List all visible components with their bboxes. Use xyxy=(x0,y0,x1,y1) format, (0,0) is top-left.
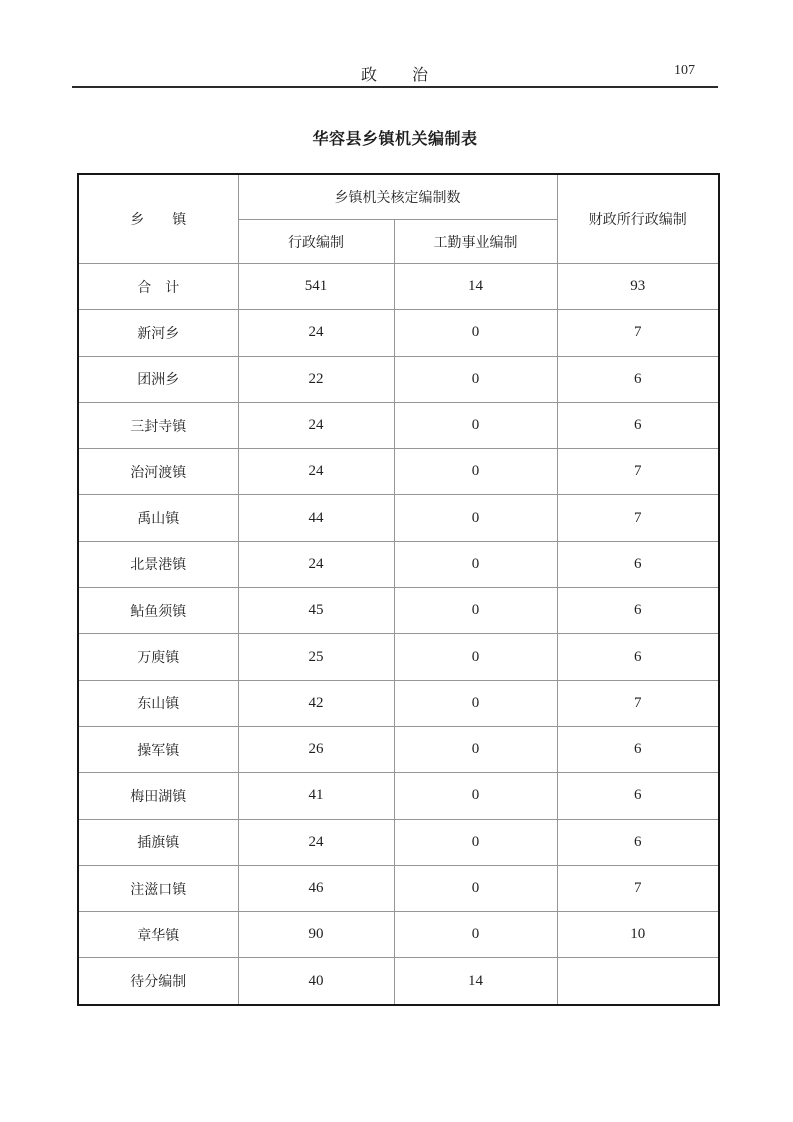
column-header-township: 乡 镇 xyxy=(78,174,238,264)
service-staffing-cell: 0 xyxy=(394,819,557,865)
table-row xyxy=(78,634,719,680)
township-name-cell: 插旗镇 xyxy=(78,819,238,865)
table-body xyxy=(78,264,719,1005)
admin-staffing-cell: 46 xyxy=(238,865,394,911)
township-name-cell: 禹山镇 xyxy=(78,495,238,541)
running-head-title: 政 治 xyxy=(360,67,429,84)
table-head xyxy=(78,174,719,264)
service-staffing-cell: 0 xyxy=(394,726,557,772)
finance-staffing-cell: 6 xyxy=(557,356,719,402)
finance-staffing-cell: 7 xyxy=(557,310,719,356)
table-row xyxy=(78,726,719,772)
admin-staffing-cell: 26 xyxy=(238,726,394,772)
township-name-cell: 治河渡镇 xyxy=(78,449,238,495)
finance-staffing-cell: 7 xyxy=(557,495,719,541)
township-name-cell: 团洲乡 xyxy=(78,356,238,402)
column-header-approved-group: 乡镇机关核定编制数 xyxy=(238,174,557,220)
service-staffing-cell: 0 xyxy=(394,912,557,958)
page-number: 107 xyxy=(674,63,695,78)
table-row xyxy=(78,773,719,819)
finance-staffing-cell: 93 xyxy=(557,264,719,310)
admin-staffing-cell: 44 xyxy=(238,495,394,541)
running-head xyxy=(72,62,718,84)
township-name-cell: 鲇鱼须镇 xyxy=(78,588,238,634)
admin-staffing-cell: 541 xyxy=(238,264,394,310)
admin-staffing-cell: 41 xyxy=(238,773,394,819)
service-staffing-cell: 14 xyxy=(394,958,557,1005)
township-name-cell: 合 计 xyxy=(78,264,238,310)
admin-staffing-cell: 24 xyxy=(238,819,394,865)
table-row xyxy=(78,264,719,310)
admin-staffing-cell: 24 xyxy=(238,402,394,448)
township-name-cell: 万庾镇 xyxy=(78,634,238,680)
service-staffing-cell: 0 xyxy=(394,634,557,680)
table-row xyxy=(78,680,719,726)
service-staffing-cell: 0 xyxy=(394,588,557,634)
service-staffing-cell: 0 xyxy=(394,865,557,911)
finance-staffing-cell: 6 xyxy=(557,541,719,587)
township-name-cell: 东山镇 xyxy=(78,680,238,726)
table-row xyxy=(78,449,719,495)
column-header-service-staffing: 工勤事业编制 xyxy=(394,220,557,264)
finance-staffing-cell: 10 xyxy=(557,912,719,958)
service-staffing-cell: 14 xyxy=(394,264,557,310)
township-name-cell: 章华镇 xyxy=(78,912,238,958)
table-row xyxy=(78,356,719,402)
column-header-finance-office: 财政所行政编制 xyxy=(557,174,719,264)
table-row xyxy=(78,912,719,958)
admin-staffing-cell: 24 xyxy=(238,541,394,587)
table-row xyxy=(78,541,719,587)
township-name-cell: 操军镇 xyxy=(78,726,238,772)
finance-staffing-cell: 6 xyxy=(557,819,719,865)
admin-staffing-cell: 24 xyxy=(238,449,394,495)
table-head-row-1 xyxy=(78,174,719,220)
admin-staffing-cell: 45 xyxy=(238,588,394,634)
table-row xyxy=(78,819,719,865)
admin-staffing-cell: 90 xyxy=(238,912,394,958)
page-title: 华容县乡镇机关编制表 xyxy=(312,131,478,148)
finance-staffing-cell: 6 xyxy=(557,634,719,680)
finance-staffing-cell: 6 xyxy=(557,588,719,634)
service-staffing-cell: 0 xyxy=(394,680,557,726)
admin-staffing-cell: 42 xyxy=(238,680,394,726)
township-name-cell: 梅田湖镇 xyxy=(78,773,238,819)
table-row xyxy=(78,402,719,448)
service-staffing-cell: 0 xyxy=(394,495,557,541)
service-staffing-cell: 0 xyxy=(394,773,557,819)
admin-staffing-cell: 25 xyxy=(238,634,394,680)
finance-staffing-cell xyxy=(557,958,719,1005)
table-row xyxy=(78,865,719,911)
header-rule xyxy=(72,86,718,88)
finance-staffing-cell: 6 xyxy=(557,773,719,819)
finance-staffing-cell: 7 xyxy=(557,680,719,726)
township-name-cell: 三封寺镇 xyxy=(78,402,238,448)
township-name-cell: 待分编制 xyxy=(78,958,238,1005)
admin-staffing-cell: 24 xyxy=(238,310,394,356)
service-staffing-cell: 0 xyxy=(394,541,557,587)
table-row xyxy=(78,958,719,1005)
township-name-cell: 新河乡 xyxy=(78,310,238,356)
service-staffing-cell: 0 xyxy=(394,449,557,495)
staffing-table xyxy=(77,173,720,1006)
service-staffing-cell: 0 xyxy=(394,356,557,402)
finance-staffing-cell: 7 xyxy=(557,865,719,911)
admin-staffing-cell: 22 xyxy=(238,356,394,402)
service-staffing-cell: 0 xyxy=(394,402,557,448)
table-row xyxy=(78,588,719,634)
finance-staffing-cell: 6 xyxy=(557,402,719,448)
township-name-cell: 北景港镇 xyxy=(78,541,238,587)
township-name-cell: 注滋口镇 xyxy=(78,865,238,911)
column-header-admin-staffing: 行政编制 xyxy=(238,220,394,264)
table-row xyxy=(78,495,719,541)
table-row xyxy=(78,310,719,356)
finance-staffing-cell: 7 xyxy=(557,449,719,495)
service-staffing-cell: 0 xyxy=(394,310,557,356)
admin-staffing-cell: 40 xyxy=(238,958,394,1005)
finance-staffing-cell: 6 xyxy=(557,726,719,772)
